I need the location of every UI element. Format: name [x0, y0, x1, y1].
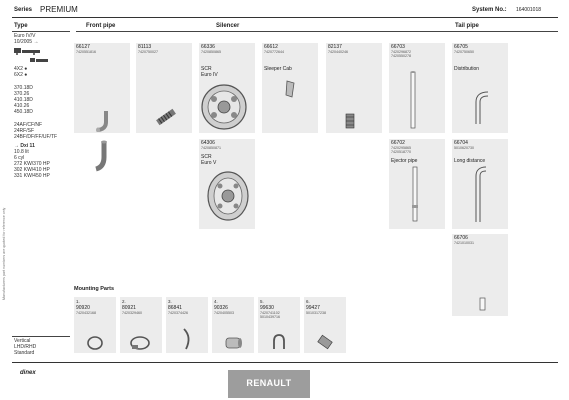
mounting-type: LHD/RHD [14, 344, 37, 350]
front-pipe-elbow-icon [88, 139, 118, 175]
v-clamp-icon [316, 333, 336, 351]
euro-block [14, 33, 38, 45]
tail-pipe-long-icon [472, 166, 492, 224]
engine-code: 24BF/DF/FF/UF/TF [14, 134, 58, 140]
mounting-part-card[interactable] [304, 297, 346, 353]
part-number: 81113 [138, 44, 152, 50]
footer-divider [12, 362, 558, 363]
part-reference: 7421010031 [454, 241, 474, 245]
part-number: 66612 [264, 44, 278, 50]
part-description: Ejector pipe [391, 158, 418, 164]
columns-divider [76, 31, 558, 32]
bracket-icon [284, 79, 298, 99]
part-reference: 7420850865 [201, 50, 221, 54]
part-reference: 7420750650 [454, 50, 474, 54]
mounting-part-reference: 7420432168 [76, 311, 96, 315]
model-item: 410.26 [14, 103, 30, 109]
part-reference: 7420296872 7420550278 [391, 50, 411, 58]
brand-name: RENAULT [246, 378, 292, 388]
part-number: 82137 [328, 44, 342, 50]
part-description: SCR Euro V [201, 154, 217, 166]
wheel-config-6x2: 6X2 ● [14, 72, 28, 78]
flex-hose-icon [154, 108, 178, 126]
mounting-index: 3. [168, 299, 172, 304]
scr-silencer-icon [204, 168, 252, 222]
tail-pipe-bend-icon [470, 90, 494, 126]
system-number-value: 164001018 [516, 7, 542, 13]
truck-icon [14, 47, 44, 55]
mounting-part-number: 99427 [306, 305, 320, 311]
part-number: 66702 [391, 140, 405, 146]
part-reference: 7420750027 [138, 50, 158, 54]
part-description: Distribution [454, 66, 480, 72]
euro-norm: Euro IV/V [14, 33, 36, 39]
mounting-index: 6. [306, 299, 310, 304]
ring-clamp-icon [86, 335, 104, 351]
mounting-part-reference: 7420405503 [214, 311, 234, 315]
engine-power: 302 KW/410 HP [14, 167, 50, 173]
engine-liters: 10.8 lit [14, 149, 29, 155]
engine-power: 272 KW/370 HP [14, 161, 50, 167]
mounting-part-card[interactable] [258, 297, 300, 353]
part-reference: 7420295865 7420518770 [391, 146, 411, 154]
mounting-type-block [14, 338, 36, 356]
column-header-front-pipe: Front pipe [86, 23, 116, 29]
part-number: 66703 [391, 44, 405, 50]
column-header-tail-pipe: Tail pipe [455, 23, 479, 29]
mounting-part-card[interactable] [74, 297, 116, 353]
dinex-logo: dinex [20, 370, 36, 376]
model-item: 410.18D [14, 97, 33, 103]
part-reference: 7420440246 [328, 50, 348, 54]
mounting-index: 2. [122, 299, 126, 304]
truck-icon-small [30, 57, 50, 63]
mounting-index: 1. [76, 299, 80, 304]
mounting-part-reference: 7420329460 [122, 311, 142, 315]
u-bolt-icon [270, 333, 288, 351]
column-header-silencer: Silencer [216, 23, 240, 29]
engine-cylinders: 6 cyl [14, 155, 25, 161]
series-value: PREMIUM [40, 5, 78, 14]
scr-silencer-icon [200, 82, 248, 132]
header-divider [12, 17, 558, 18]
mounting-part-number: 90920 [76, 305, 90, 311]
clamp-icon [344, 113, 356, 129]
model-item: 370.26 [14, 91, 30, 97]
mounting-part-number: 99630 [260, 305, 274, 311]
wheel-config-4x2: 4X2 ● [14, 66, 28, 72]
part-reference: 7420551816 [76, 50, 96, 54]
mounting-index: 5. [260, 299, 264, 304]
part-number: 66704 [454, 140, 468, 146]
engine-code: 24RF/SF [14, 128, 35, 134]
part-number: 64306 [201, 140, 215, 146]
mounting-part-number: 86841 [168, 305, 182, 311]
series-label: Series [14, 7, 33, 13]
model-item: 370.18D [14, 85, 33, 91]
part-number: 66706 [454, 235, 468, 241]
straight-pipe-icon [408, 70, 418, 132]
system-number-label: System No.: [472, 7, 507, 13]
reference-note: Manufacturers part numbers are quoted for reference only [2, 207, 6, 300]
mounting-part-card[interactable] [166, 297, 208, 353]
mounting-part-card[interactable] [212, 297, 254, 353]
engine-code: 24AF/CF/NF [14, 122, 43, 128]
ejector-pipe-icon [410, 165, 420, 225]
mounting-part-card[interactable] [120, 297, 162, 353]
mounting-part-reference: 7420374426 [168, 311, 188, 315]
band-clamp-icon [128, 335, 152, 351]
engine-power: 331 KW/450 HP [14, 173, 50, 179]
engine-codes-block [14, 122, 57, 140]
mounting-parts-title: Mounting Parts [74, 286, 115, 292]
engine-block [14, 143, 50, 179]
part-number: 66127 [76, 44, 90, 50]
part-reference: 7420772644 [264, 50, 284, 54]
bottom-divider [12, 336, 70, 337]
sleeve-clamp-icon [222, 335, 244, 351]
euro-date: 10/2005 → [14, 39, 39, 45]
mounting-index: 4. [214, 299, 218, 304]
type-label: Type [14, 23, 28, 29]
part-description: SCR Euro IV [201, 66, 218, 78]
part-number: 66336 [201, 44, 215, 50]
strap-icon [178, 327, 196, 351]
front-pipe-elbow-icon [92, 110, 114, 132]
wheel-config-block [14, 66, 27, 78]
mounting-part-number: 80921 [122, 305, 136, 311]
model-item: 450.18D [14, 109, 33, 115]
type-divider [12, 31, 70, 32]
mounting-part-number: 90326 [214, 305, 228, 311]
part-number: 66705 [454, 44, 468, 50]
mounting-part-reference: 7420741102 5010439716 [260, 311, 280, 319]
part-reference: 7420850871 [201, 146, 221, 150]
mounting-type: Vertical [14, 338, 31, 344]
mounting-part-reference: 5010317238 [306, 311, 326, 315]
short-pipe-icon [478, 296, 488, 312]
part-description: Long distance [454, 158, 486, 164]
models-block [14, 85, 33, 115]
part-description: Sleeper Cab [264, 66, 292, 72]
mounting-type: Standard [14, 350, 35, 356]
part-reference: 5010620730 [454, 146, 474, 150]
engine-name: → Dxi 11 [14, 143, 35, 149]
